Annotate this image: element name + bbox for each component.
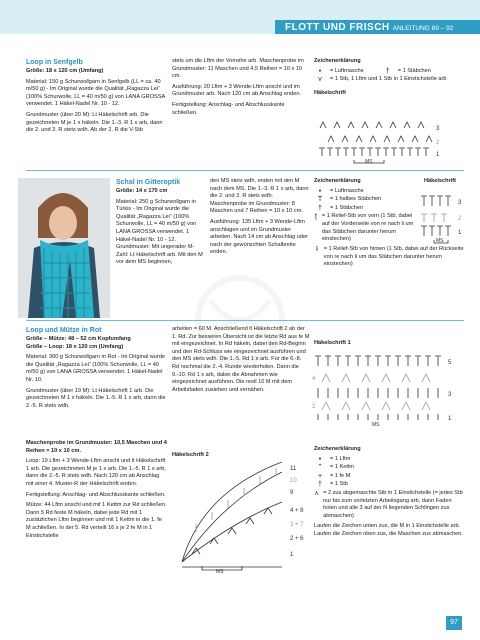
sec1-title: Loop in Senfgelb (26, 59, 83, 66)
chain-symbol-icon: • (318, 67, 322, 75)
sec1-pattern: Grundmuster (über 20 M): Lt Häkelschrift arb. Die gezeichneten M je 1 x häkeln. Die 1.-3. R 1 x arb, dann die 2. und 3. R stets wdh. Ab der 2. R die V-Stb (26, 111, 163, 134)
v-stitch-symbol-icon: ⋎ (317, 76, 323, 84)
header-title: FLOTT UND FRISCH (285, 22, 390, 33)
sec2-finishing: Ausführung: 135 Lftm + 3 Wende-Lftm anschlagen und im Grundmuster arbeiten. Nach 14 cm ab Anschlag oder nach der gewünschten Schalbreite enden. (210, 218, 308, 256)
legend-row: + = 1 fe M (314, 473, 464, 481)
sec3-material: Material: 300 g Schurwollgarn in Rot - Im Original wurde die Qualität „Ragazza Lei“ (100% Schurwolle, LL = 40 m/50 g) von LANA GROSSA verwendet. 1 Häkel-Nadel Nr. 10. (26, 354, 165, 383)
row-number: 10 (290, 478, 297, 484)
sec2-text-col1 (116, 178, 206, 270)
legend-row: • = Luftmasche (314, 68, 364, 76)
sec3-size-hat: Größe – Mütze: 48 – 52 cm Kopfumfang (26, 336, 131, 342)
sec2-col2: den MS stets wdh, enden mit den M nach dem MS. Die 1.-3. R 1 x arb, dann die 2. und 3. R stets wdh. Maschenprobe im Grundmuster: 8 Maschen und 7 Reihen = 10 x 10 cm. (210, 178, 309, 215)
legend-row: † = 1 Stäbchen (382, 68, 431, 76)
row-number: 1 (290, 552, 294, 558)
row-number: 9 (290, 490, 294, 496)
section-divider (26, 170, 464, 171)
sec3-size-loop: Größe – Loop: 18 x 120 cm (Umfang) (26, 343, 124, 350)
sec3-crochet-chart-2 (172, 462, 308, 574)
yarn-watermark-icon (180, 270, 300, 370)
sec1-chart-title: Häkelschrift (314, 89, 347, 96)
sec1-text-col1 (26, 58, 168, 138)
sec1-finishing: Ausführung: 20 Lftm + 3 Wende-Lftm anschl und im Grundmuster arb. Nach 120 cm ab Anschlag enden. (172, 83, 302, 98)
sec3-legend (314, 446, 464, 542)
row-number: 3 + 7 (290, 522, 304, 528)
row-number: 11 (290, 466, 297, 472)
sec3-chart2-caption (172, 452, 310, 462)
sec3-chart2-title: Häkelschrift 2 (172, 452, 209, 458)
chain-symbol-icon: • (318, 187, 322, 195)
sec3-title: Loop und Mütze in Rot (26, 327, 102, 334)
decrease-symbol-icon: ⋏ (314, 489, 320, 497)
legend-row: ⋎ = 1 Stb, 1 Lftm und 1 Stb in 1 Einstichstelle arb (314, 76, 464, 84)
row-number: 1 (436, 152, 440, 158)
sec1-crochet-chart (314, 118, 449, 164)
sec2-legend-title: Zeichenerklärung (314, 178, 361, 184)
sec1-size: Größe: 18 x 120 cm (Umfang) (26, 68, 104, 74)
sec2-title: Schal in Gitteroptik (116, 179, 181, 186)
back-post-symbol-icon: ʇ (315, 246, 318, 253)
legend-row: ⌃ = 1 Kettm (314, 464, 464, 472)
sec3-fertig: Fertigstellung: Anschlag- und Abschlusskante schließen. (26, 491, 166, 498)
sec2-crochet-chart (420, 190, 470, 246)
sec2-chart-title: Häkelschrift (424, 178, 457, 184)
sec3-chart1-title: Häkelschrift 1 (314, 340, 351, 346)
sec3-legend-title: Zeichenerklärung (314, 446, 361, 452)
sec2-legend (314, 178, 416, 245)
row-number: 2 (436, 140, 440, 146)
double-crochet-symbol-icon: † (318, 481, 322, 489)
row-number: 5 (448, 360, 452, 366)
sec1-legend-title: Zeichenerklärung (314, 58, 361, 64)
sec2-material: Material: 250 g Schurwollgarn in Türkis - Im Original wurde die Qualität „Ragazza Lei“ (100% Schurwolle, LL = 40 m/50 g) von LANA GROSSA verwendet. 1 Häkel-Nadel Nr. 10 - 12. Grundmuster: Mit ungerader M-Zahl: Lt Häkelschrift arb. Mit den M vor dem MS beginnen, (116, 198, 203, 266)
row-number: 3 (448, 392, 452, 398)
sec1-col2: stets um die Lftm der Vorreihe arb. Maschenprobe im Grundmuster: 11 Maschen und 4,5 Reihen = 10 x 10 cm. (172, 58, 304, 80)
sec3-loop: Loop: 19 Lftm + 3 Wende-Lftm anschl und lt Häkelschrift 1 arb. Die gezeichneten M je 1 x arb. Die 1.-5. R 1 x arb, dann die 2.-5. R stets wdh. Nach 120 cm ab Anschlag mit einer 4. Muster-R der Häkelschrift enden. (26, 458, 166, 487)
front-post-symbol-icon: ʈ (314, 213, 317, 221)
slip-stitch-symbol-icon: ⌃ (317, 464, 323, 472)
row-number: 3 (458, 200, 462, 206)
legend-row: † = 1 Stäbchen (314, 205, 416, 213)
sec3-pattern: Grundmuster (über 19 M): Lt Häkelschrift 1 arb. Die gezeichneten M 1 x häkeln. Die 1.-5. R 1 x arb, dann die 2.-5. R stets wdh. (26, 387, 166, 409)
legend-row: ⋏ = 2 zus abgemaschte Stb in 1 Einstichstelle (= jedes Stb nur bis zum vorletzten Arbeitsgang arb, dann Faden holen und alle 3 auf der N liegenden Schlingen zus abmaschen) (314, 489, 463, 519)
row-number: 2 + 6 (290, 536, 304, 542)
row-number: 4 + 8 (290, 508, 304, 514)
sec1-material: Material: 150 g Schurwollgarn in Senfgelb (LL = ca. 40 m/50 g) - Im Original wurde die Qualität „Ragazza Lei“ (100% Schurwolle, LL = 40 m/50 g) von LANA GROSSA verwendet. 1 Häkel-Nadel Nr. 10 - 12. (26, 78, 165, 108)
row-number: 3 (436, 126, 440, 132)
legend-row: • = Luftmasche (314, 188, 416, 196)
header-title-bar (275, 20, 480, 34)
double-crochet-symbol-icon: † (318, 204, 322, 212)
row-number: 1 (448, 416, 452, 422)
row-number: 4 (312, 376, 316, 382)
sec3-crochet-chart-1 (312, 350, 464, 426)
sec3-chart1-caption (314, 340, 464, 350)
half-double-crochet-symbol-icon: T (317, 196, 323, 204)
page-header (0, 0, 480, 34)
legend-row: T = 1 halbes Stäbchen (314, 196, 416, 204)
ms-label: MS (365, 159, 373, 164)
sec2-chart-caption (424, 178, 469, 188)
sec3-text-col1b (26, 440, 168, 543)
row-number: 1 (458, 230, 462, 236)
chain-symbol-icon: • (318, 455, 322, 463)
sec3-muetze: Mütze: 44 Lftm anschl und mit 1 Kettm zur Rd schließen. Dann 5 Rd feste M häkeln, dabei jede Rd mit 1 zusätzlichen Lftm beginnen und mit 1 Kettm in die 1. fe M schließen. In der 5. Rd verteilt 16 x je 2 fe M in 1 Einstichstelle (26, 502, 167, 539)
sec1-legend (314, 58, 464, 99)
single-crochet-symbol-icon: + (317, 472, 323, 480)
sec2-size: Größe: 14 x 170 cm (116, 188, 168, 194)
legend-row: ʈ = 1 Relief-Stb von vorn (1 Stb, dabei auf der Vorderseite von re nach li um das Stäbchen darunter herum einstechen) (314, 213, 414, 243)
sec2-text-col2 (210, 178, 310, 260)
legend-row: † = 1 Stb (314, 481, 464, 489)
sec3-col2: arbeiten = 60 M. Anschließend lt Häkelschrift 2 ab der 1. Rd. Zur besseren Übersicht ist die letzte Rd aus fe M mit eingezeichnet. In Rd häkeln, dabei den Rd-Beginn und den Rd-Schluss wie eingezeichnet ausführen und den MS stets wdh. Die 1.-5. Rd 1 x arb. Für die 6.-8. Rd nochmal die 2.-4. Runde wiederholen. Dann die 9.-10. Rd 1 x arb, dabei die Abnahmen wie eingezeichnet ausführen. Die restl 10 M mit dem Arbeitsfaden zusiehen und vernähen. (172, 326, 310, 393)
sec2-legend-extra (314, 246, 464, 270)
legend-row: ʇ = 1 Relief-Stb von hinten (1 Stb, dabei auf der Rückseite von re nach li um das Stäbchen darunter herum einstechen) (315, 246, 464, 268)
row-number: 2 (458, 216, 462, 222)
ms-label: MS (216, 569, 224, 574)
sec3-legend-note: Laufen die Zeichen unten zus, die M in 1 Einstichstelle arb. Laufen die Zeichen oben zus, die Maschen zus abmaschen. (314, 523, 463, 537)
page-number: 97 (446, 616, 462, 630)
sec1-text-col2 (172, 58, 310, 120)
sec3-text-col1 (26, 326, 168, 413)
turquoise-scarf-photo (18, 178, 110, 318)
sec1-fertig: Fertigstellung: Anschlag- und Abschlusskante schließen. (172, 101, 285, 116)
double-crochet-symbol-icon: † (385, 67, 390, 75)
ms-label: MS (372, 422, 380, 426)
legend-row: • = 1 Lftm (314, 456, 464, 464)
header-subtitle: ANLEITUNG 89 – 92 (392, 25, 454, 32)
row-number: 2 (312, 404, 316, 410)
sec3-probe: Maschenprobe im Grundmuster: 10,5 Maschen und 4 Reihen = 10 x 10 cm. (26, 440, 167, 454)
ms-label: MS (436, 238, 444, 244)
